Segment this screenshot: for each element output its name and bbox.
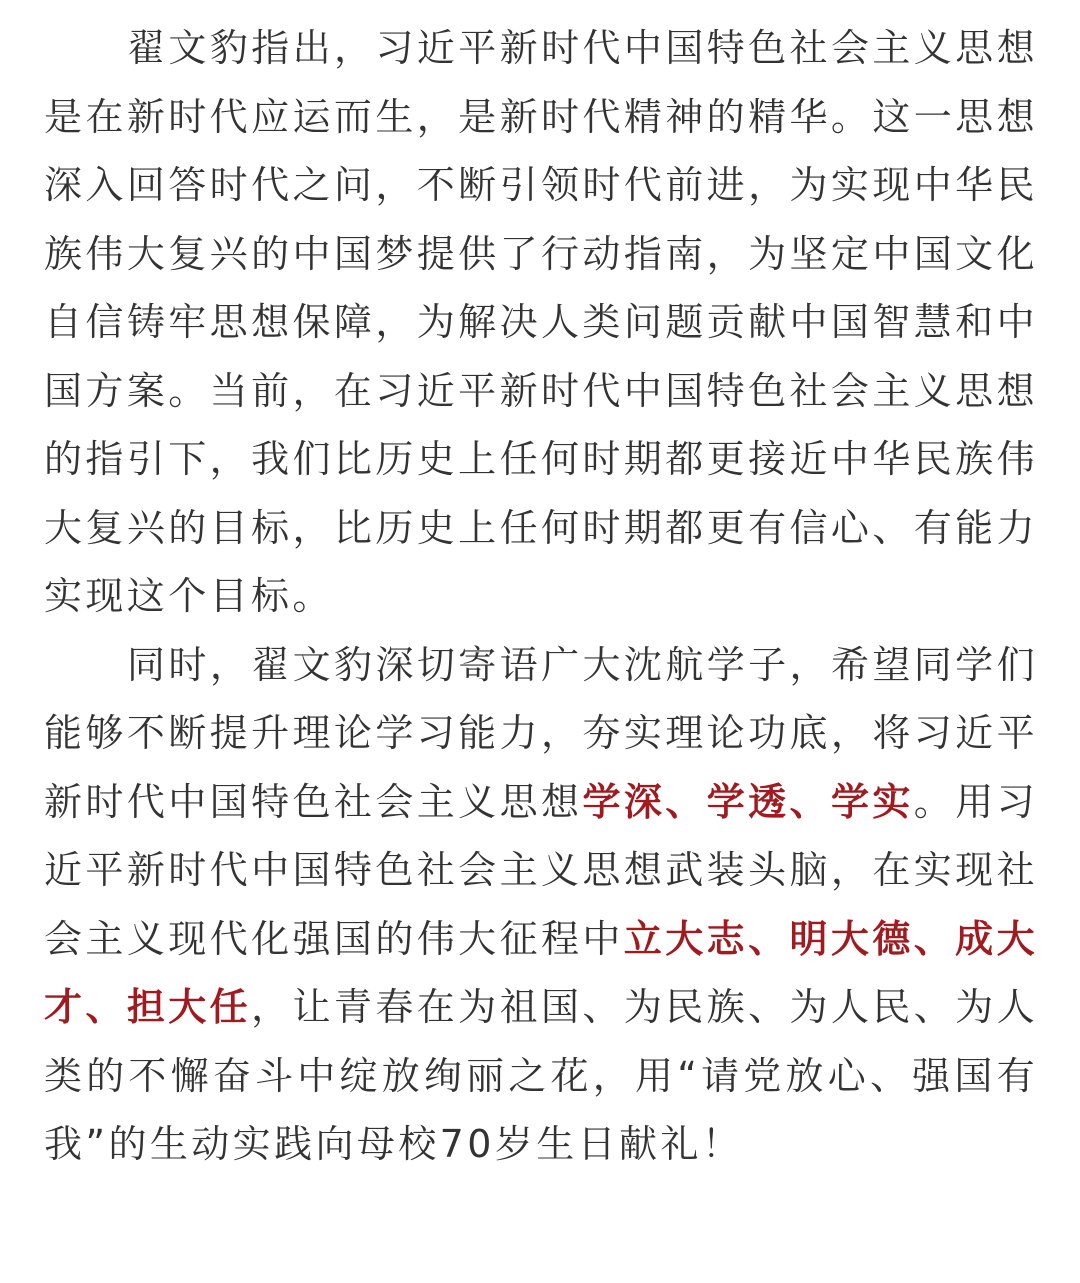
paragraph-2-text-c: ，让青春在为祖国、为民族、为人民、为人类的不懈奋斗中绽放绚丽之花，用“请党放心、强国有我”的生动实践向母校70岁生日献礼！	[44, 985, 1038, 1166]
highlight-ambition-phrase: 立大志、明大德、成大才、担大任	[44, 916, 1038, 1029]
paragraph-2-text-a: 同时，翟文豹深切寄语广大沈航学子，希望同学们能够不断提升理论学习能力，夯实理论功底，将习近平新时代中国特色社会主义思想	[44, 642, 1038, 824]
paragraph-1	[44, 14, 1038, 631]
paragraph-1-text: 翟文豹指出，习近平新时代中国特色社会主义思想是在新时代应运而生，是新时代精神的精华。这一思想深入回答时代之问，不断引领时代前进，为实现中华民族伟大复兴的中国梦提供了行动指南，为坚定中国文化自信铸牢思想保障，为解决人类问题贡献中国智慧和中国方案。当前，在习近平新时代中国特色社会主义思想的指引下，我们比历史上任何时期都更接近中华民族伟大复兴的目标，比历史上任何时期都更有信心、有能力实现这个目标。	[44, 26, 1038, 618]
paragraph-2	[44, 631, 1038, 1179]
paragraph-2-text-b: 。用习近平新时代中国特色社会主义思想武装头脑，在实现社会主义现代化强国的伟大征程中	[44, 779, 1039, 961]
highlight-study-phrase: 学深、学透、学实	[582, 779, 914, 824]
